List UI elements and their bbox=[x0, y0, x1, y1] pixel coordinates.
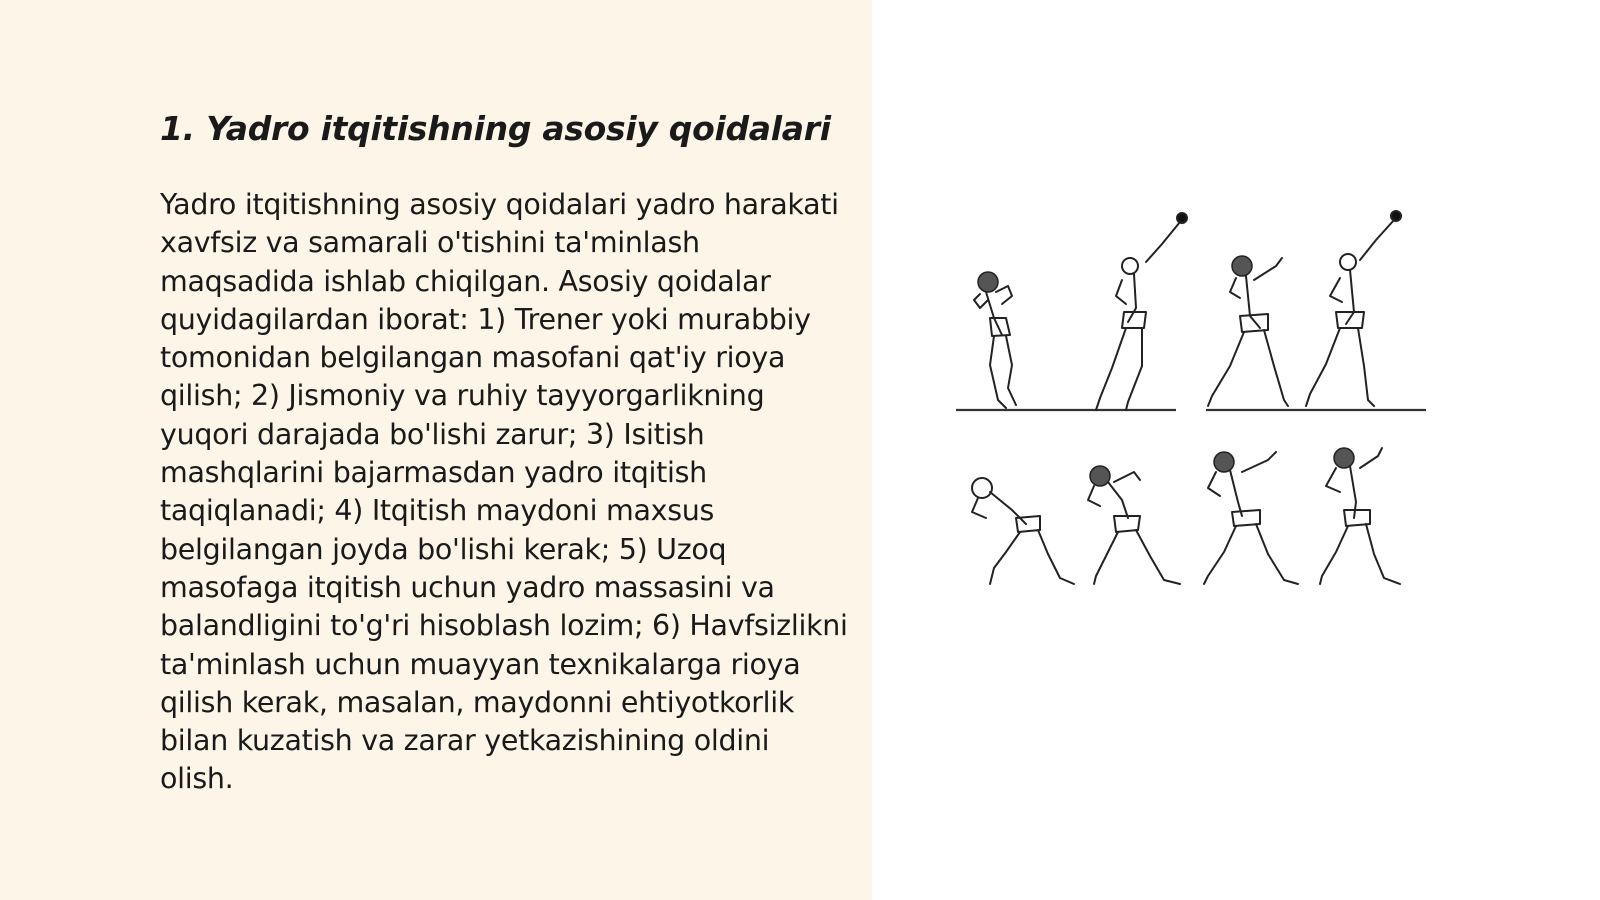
athlete-figure-8 bbox=[1320, 448, 1400, 584]
slide-title: 1. Yadro itqitishning asosiy qoidalari bbox=[160, 109, 831, 148]
athlete-figure-7 bbox=[1204, 452, 1298, 584]
athlete-figure-4 bbox=[1306, 211, 1401, 406]
athlete-figure-1 bbox=[974, 272, 1016, 408]
slide-body-text: Yadro itqitishning asosiy qoidalari yadro harakati xavfsiz va samarali o'tishini ta'minlash maqsadida ishlab chiqilgan. Asosiy qoidalar quyidagilardan iborat: 1) Trener yoki murabbiy tomonidan belgilangan masofani qat'iy rioya qilish; 2) Jismoniy va ruhiy tayyorgarlikning yuqori darajada bo'lishi zarur; 3) Isitish mashqlarini bajarmasdan yadro itqitish taqiqlanadi; 4) Itqitish maydoni maxsus belgilangan joyda bo'lishi kerak; 5) Uzoq masofaga itqitish uchun yadro massasini va balandligini to'g'ri hisoblash lozim; 6) Havfsizlikni ta'minlash uchun muayyan texnikalarga rioya qilish kerak, masalan, maydonni ehtiyotkorlik bilan kuzatish va zarar yetkazishining oldini olish. bbox=[160, 188, 848, 796]
athlete-figure-5 bbox=[972, 478, 1074, 584]
shot-put-technique-illustration bbox=[950, 200, 1450, 605]
athlete-figure-2 bbox=[1096, 213, 1187, 410]
athlete-figure-3 bbox=[1208, 256, 1288, 406]
athlete-figure-6 bbox=[1088, 466, 1180, 584]
